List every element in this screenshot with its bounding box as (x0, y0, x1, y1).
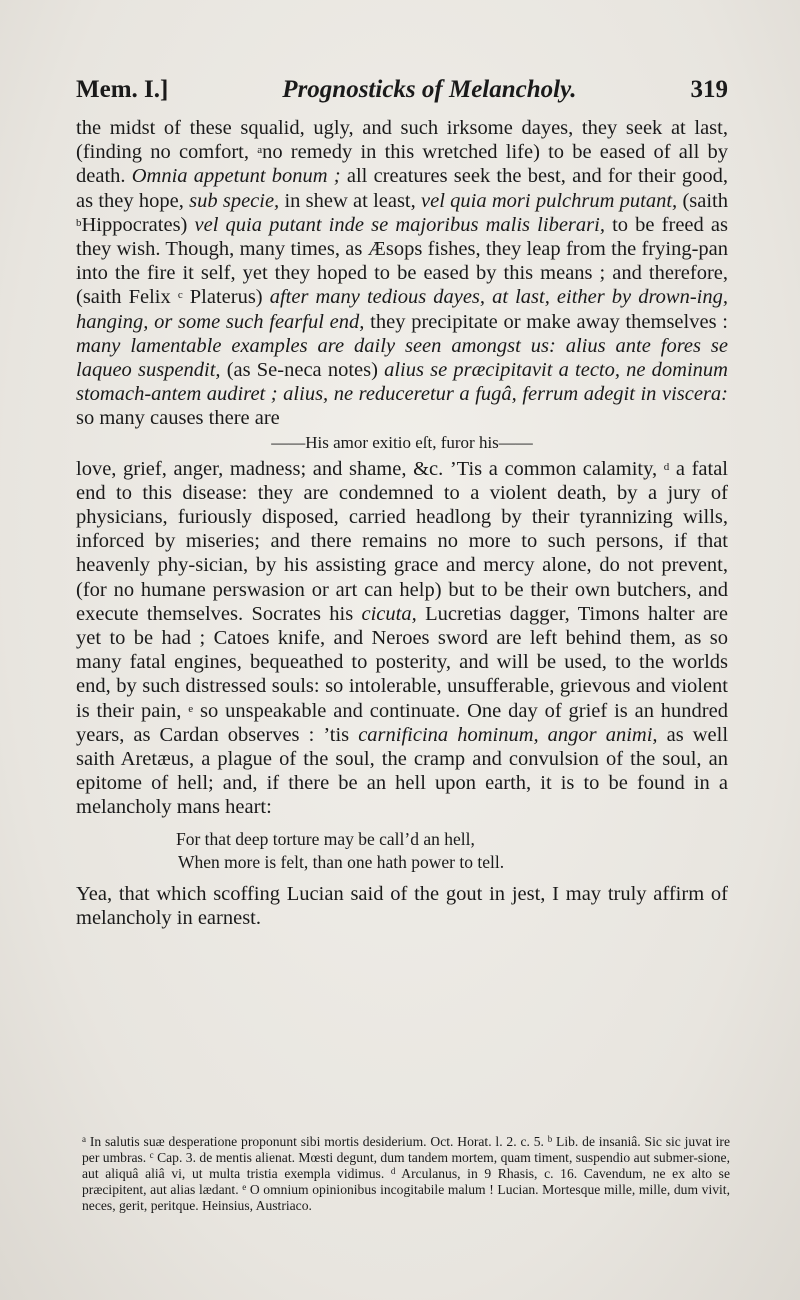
latin-phrase: vel quia mori pulchrum putant, (421, 189, 678, 212)
footnote-marker: e (242, 1182, 247, 1192)
text-run: as well saith Aretæus, a plague of the soul, the cramp and convulsion of the soul, an epitome of hell; and, if there be an hell upon earth, it is to be found in a melancholy mans heart: (76, 723, 729, 819)
footnote-text: Cap. 3. de mentis alienat. Mœsti degunt, dum tandem mortem, quam timent, suspendio aut submer-sione, aut aliquâ aliâ vi, ut multa tristia exempla vidimus. (82, 1150, 730, 1181)
text-run: all creatures seek the best, and for their good, as they hope, (76, 165, 728, 212)
footnote-marker: c (149, 1150, 154, 1160)
latin-phrase: cicuta, (361, 602, 417, 625)
footnote-marker: b (547, 1134, 553, 1144)
footnote-text: O omnium opinionibus incogitabile malum ! Lucian. Mortesque mille, mille, dum vivit, neces, gerit, peritque. Heinsius, Austriaco. (82, 1182, 730, 1213)
text-run: love, grief, anger, madness; and shame, &c. ’Tis a common calamity, (76, 457, 664, 480)
text-run: Platerus) (182, 286, 270, 309)
running-title: Prognosticks of Melancholy. (282, 76, 577, 103)
text-run: no remedy in this wretched life) to be eased of all by death. (76, 141, 728, 188)
centered-verse: ——His amor exitio eſt, furor his—— (271, 432, 533, 452)
verse-line: When more is felt, than one hath power to tell. (178, 851, 505, 872)
footnote-marker: a (82, 1134, 86, 1144)
text-run: they precipitate or make away themselves : (364, 310, 728, 333)
text-run: (as Se-neca notes) (220, 359, 385, 382)
footnotes (82, 1134, 730, 1214)
latin-phrase: vel quia putant inde se majoribus malis liberari, (194, 213, 605, 236)
footnote-text: Arculanus, in 9 Rhasis, c. 16. Cavendum, ne ex alto se præcipitent, aut alias lædant. (82, 1166, 730, 1197)
section-marker: Mem. I.] (76, 76, 169, 103)
italic-phrase: many lamentable examples are daily seen amongst us: alius ante fores se laqueo suspendit, (76, 334, 728, 382)
paragraph-2 (76, 457, 728, 820)
italic-phrase: after many tedious dayes, at last, either by drown-ing, hanging, or some such fearful end, (76, 286, 728, 333)
footnote-ref-b: b (76, 216, 82, 229)
text-run: so unspeakable and continuate. One day of grief is an hundred years, as Cardan observes : ’tis (76, 699, 728, 746)
verse-line: For that deep torture may be call’d an hell, (176, 828, 475, 849)
latin-phrase: sub specie, (189, 189, 280, 212)
footnote-ref-a: a (257, 144, 263, 157)
text-run: Hippocrates) (81, 213, 195, 236)
paragraph-1 (76, 116, 728, 431)
latin-phrase: carnificina hominum, angor animi, (358, 723, 658, 746)
text-run: in shew at least, (279, 189, 422, 212)
running-header (76, 76, 728, 104)
footnote-ref-c: c (177, 289, 183, 302)
text-run: the midst of these squalid, ugly, and such irksome dayes, they seek at last, (finding no comfort, (76, 117, 728, 164)
text-run: a fatal end to this disease: they are condemned to a violent death, by a jury of physicians, furiously disposed, carried headlong by their tyrannizing wills, inforced by miseries; and there remains no more to such persons, if that heavenly phy-sician, by his assisting grace and mercy alone, do not prevent, (for no humane perswasion or art can help) but to be their own butchers, and execute themselves. Socrates his (76, 457, 729, 625)
footnote-marker: d (390, 1166, 396, 1176)
latin-phrase: alius se præcipitavit a tecto, ne dominum stomach-antem audiret ; alius, ne reduceretur a fugâ, ferrum adegit in viscera: (76, 359, 728, 406)
footnote-ref-e: e (188, 702, 194, 715)
text-run: to be freed as they wish. Though, many times, as Æsops fishes, they leap from the frying-pan into the fire it self, yet they hoped to be eased by this means ; and therefore, (saith Felix (76, 213, 728, 309)
closing-paragraph: Yea, that which scoffing Lucian said of the gout in jest, I may truly affirm of melancholy in earnest. (76, 882, 728, 929)
page-number: 319 (690, 76, 728, 103)
latin-phrase: Omnia appetunt bonum ; (131, 165, 341, 188)
text-run: (saith (677, 189, 728, 212)
text-run: Lucretias dagger, Timons halter are yet to be had ; Catoes knife, and Neroes sword are left behind them, as so many fatal engines, bequeathed to posterity, and will be used, to the worlds end, by such distressed souls: so intolerable, unsufferable, grievous and violent is their pain, (76, 602, 728, 722)
main-text (76, 116, 728, 930)
footnote-text: In salutis suæ desperatione proponunt sibi mortis desiderium. Oct. Horat. l. 2. c. 5. (86, 1134, 548, 1149)
text-run: so many causes there are (76, 407, 280, 430)
footnote-ref-d: d (663, 460, 670, 473)
verse-couplet (176, 828, 728, 874)
footnote-text: Lib. de insaniâ. Sic sic juvat ire per umbras. (82, 1134, 730, 1165)
